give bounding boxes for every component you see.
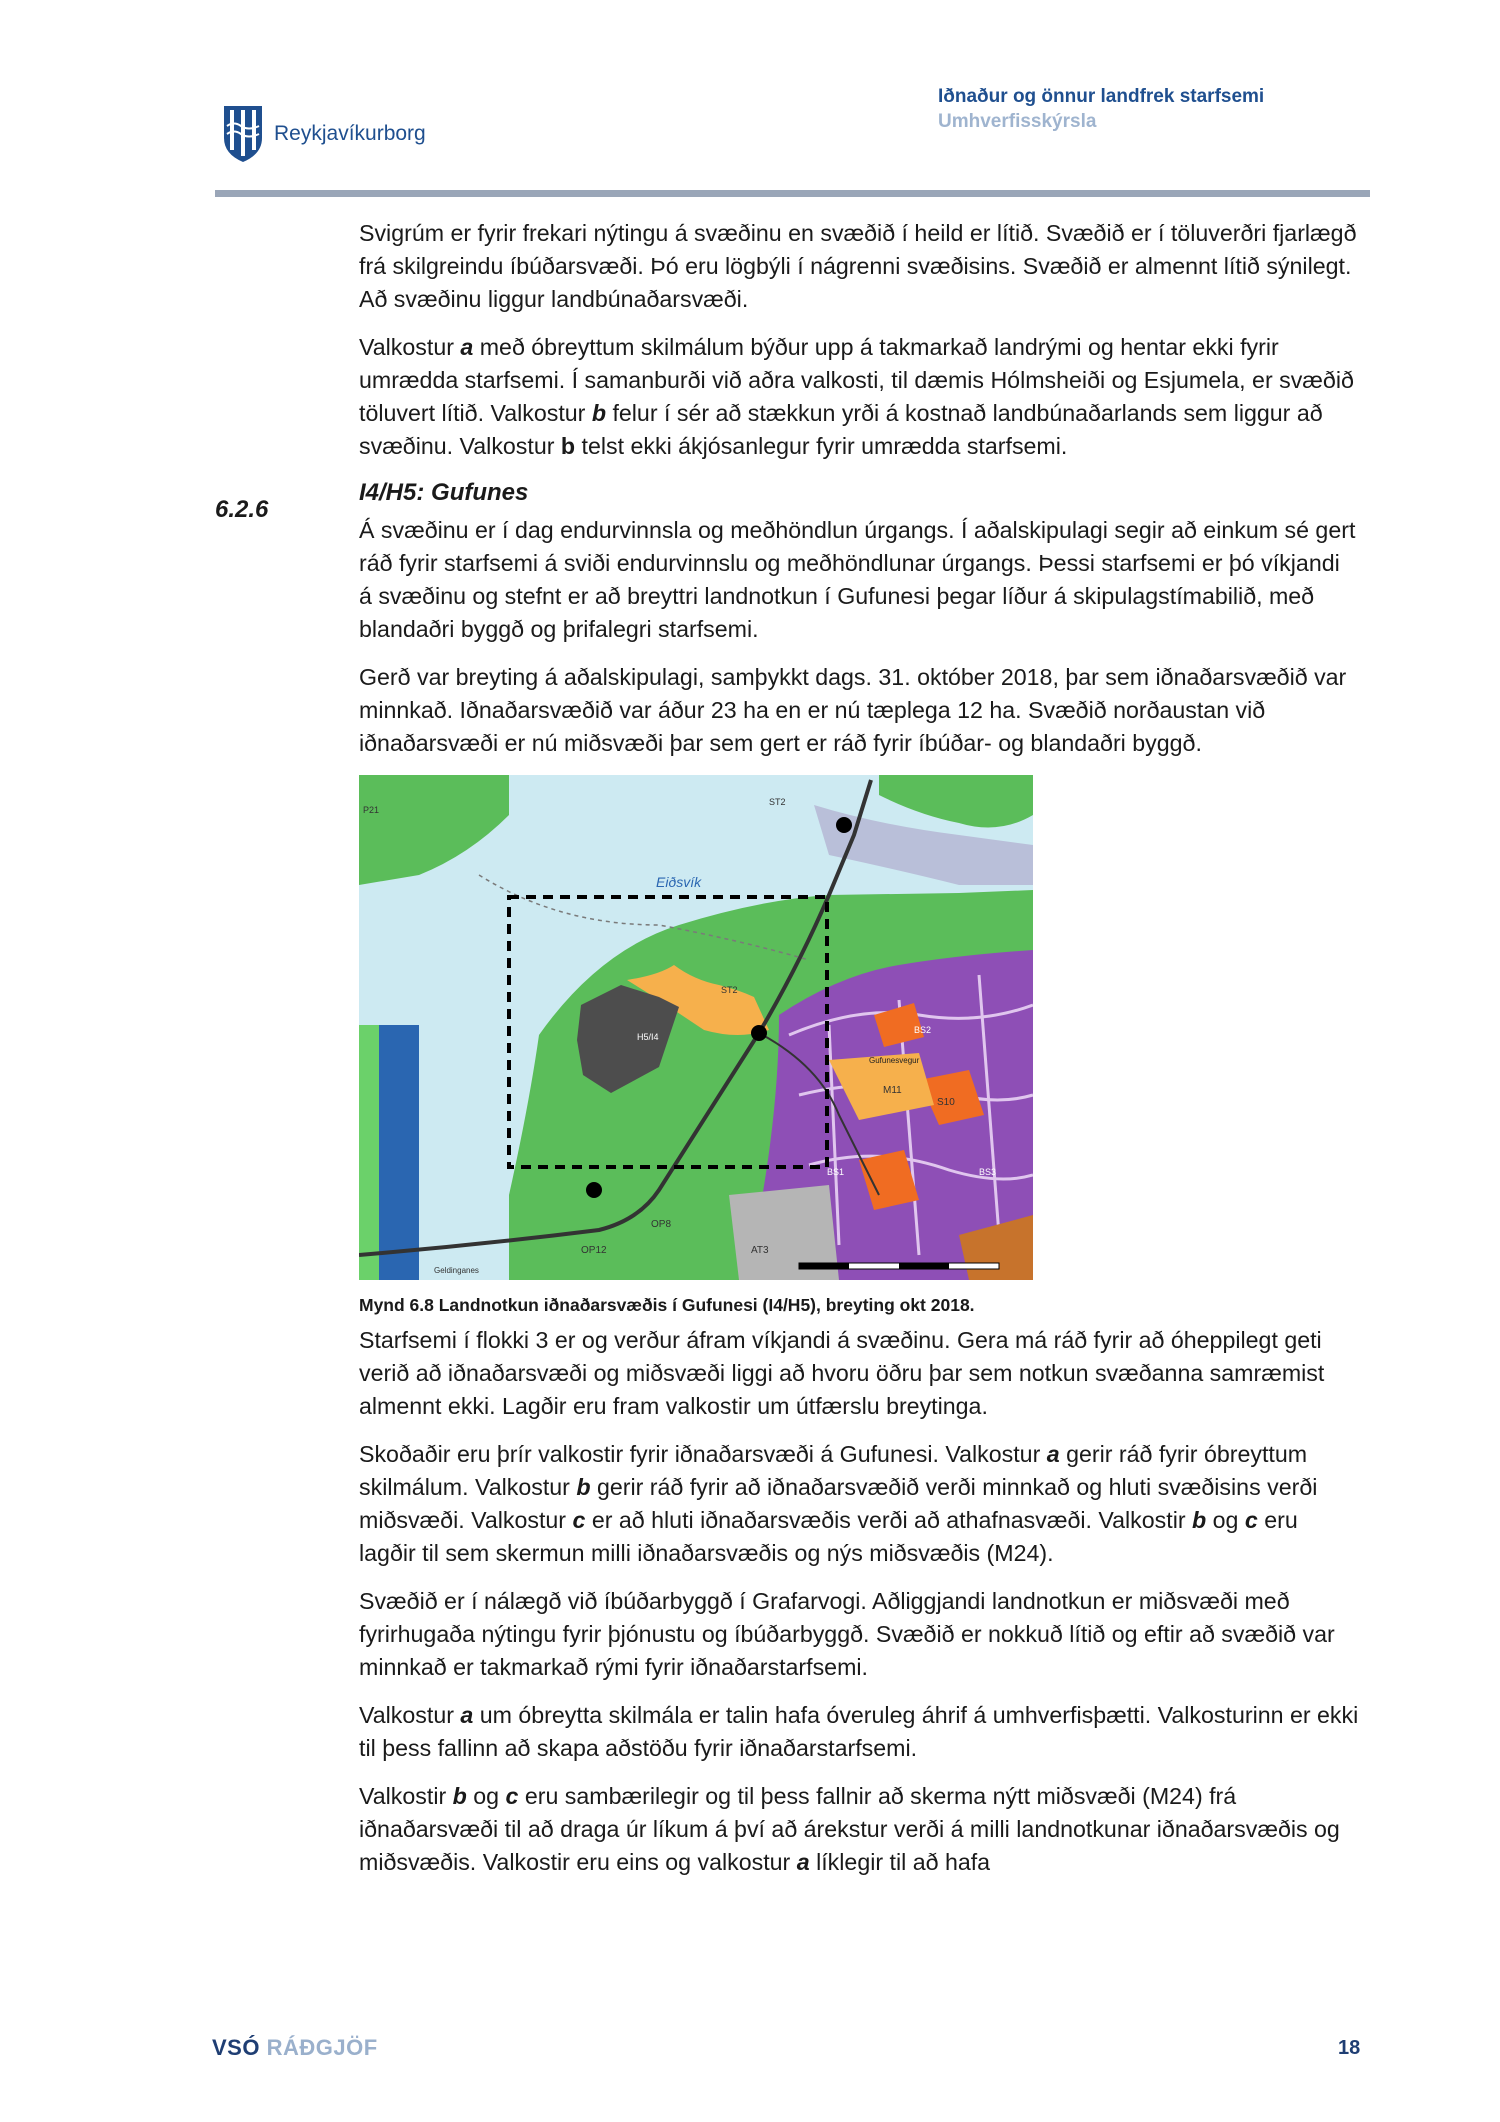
paragraph-1: Svigrúm er fyrir frekari nýtingu á svæðinu en svæðið í heild er lítið. Svæðið er í töluverðri fjarlægð frá skilgreindu íbúðarsvæði. Þó eru lögbýli í nágrenni svæðisins. Svæðið er almennt lítið sýnilegt. Að svæðinu liggur landbúnaðarsvæði. bbox=[359, 220, 1357, 312]
map-label-op8: OP8 bbox=[651, 1219, 672, 1230]
paragraph-5: Starfsemi í flokki 3 er og verður áfram víkjandi á svæðinu. Gera má ráð fyrir að óheppilegt geti verið að iðnaðarsvæði og miðsvæði liggi að hvoru öðru þar sem notkun svæðanna samræmist almennt ekki. Lagðir eru fram valkostir um útfærslu breytinga. bbox=[359, 1327, 1325, 1419]
map-node-1 bbox=[836, 817, 852, 833]
map-scale-bar bbox=[799, 1263, 999, 1269]
map-label-s10: S10 bbox=[937, 1097, 955, 1108]
map-label-bs1: BS1 bbox=[827, 1167, 845, 1177]
paragraph-9: Valkostir b og c eru sambærilegir og til þess fallnir að skerma nýtt miðsvæði (M24) frá iðnaðarsvæði til að draga úr líkum á því að árekstur verði á milli landnotkunar iðnaðarsvæðis og miðsvæðis. Valkostir eru eins og valkostur a líklegir til að hafa bbox=[359, 1783, 1340, 1875]
map-label-m11: M11 bbox=[883, 1085, 902, 1096]
map-green-strip bbox=[359, 1025, 379, 1280]
section-title: I4/H5: Gufunes bbox=[359, 479, 529, 506]
paragraph-8: Valkostur a um óbreytta skilmála er talin hafa óveruleg áhrif á umhverfisþætti. Valkosturinn er ekki til þess fallinn að skapa aðstöðu fyrir iðnaðarstarfsemi. bbox=[359, 1702, 1359, 1761]
map-label-geldinganes: Geldinganes bbox=[434, 1266, 479, 1275]
map-label-road: Gufunesvegur bbox=[869, 1056, 920, 1065]
paragraph-7: Svæðið er í nálægð við íbúðarbyggð í Grafarvogi. Aðliggjandi landnotkun er miðsvæði með fyrirhugaða nýtingu fyrir þjónustu og íbúðarbyggð. Svæðið er nokkuð lítið og eftir að svæðið var minnkað er takmarkað rými fyrir iðnaðarstarfsemi. bbox=[359, 1588, 1335, 1680]
document-header bbox=[938, 86, 1264, 133]
page-number: 18 bbox=[1338, 2037, 1361, 2059]
section-number: 6.2.6 bbox=[215, 496, 269, 523]
map-node-2 bbox=[751, 1025, 767, 1041]
map-label-bs3: BS3 bbox=[979, 1167, 997, 1177]
map-label-op12: OP12 bbox=[581, 1245, 607, 1256]
land-use-map bbox=[359, 775, 1033, 1280]
map-label-at3: AT3 bbox=[751, 1245, 769, 1256]
reykjavik-logo bbox=[222, 104, 426, 164]
footer-company-radgjof: RÁÐGJÖF bbox=[266, 2035, 378, 2060]
paragraph-6: Skoðaðir eru þrír valkostir fyrir iðnaðarsvæði á Gufunesi. Valkostur a gerir ráð fyrir óbreyttum skilmálum. Valkostur b gerir ráð fyrir að iðnaðarsvæðið verði minnkað og hluti svæðisins verði miðsvæði. Valkostur c er að hluti iðnaðarsvæðis verði að athafnasvæði. Valkostir b og c eru lagðir til sem skermun milli iðnaðarsvæðis og nýs miðsvæðis (M24). bbox=[359, 1441, 1318, 1566]
header-divider bbox=[215, 190, 1370, 197]
map-label-st2-top: ST2 bbox=[769, 797, 786, 807]
map-label-st2-mid: ST2 bbox=[721, 985, 738, 995]
paragraph-2: Valkostur a með óbreyttum skilmálum býður upp á takmarkað landrými og hentar ekki fyrir umrædda starfsemi. Í samanburði við aðra valkosti, til dæmis Hólmsheiði og Esjumela, er svæðið töluvert lítið. Valkostur b felur í sér að stækkun yrði á kostnað landbúnaðarlands sem liggur að svæðinu. Valkostur b telst ekki ákjósanlegur fyrir umrædda starfsemi. bbox=[359, 334, 1354, 459]
paragraph-4: Gerð var breyting á aðalskipulagi, samþykkt dags. 31. október 2018, þar sem iðnaðarsvæðið var minnkað. Iðnaðarsvæðið var áður 23 ha en er nú tæplega 12 ha. Svæðið norðaustan við iðnaðarsvæði er nú miðsvæði þar sem gert er ráð fyrir íbúðar- og blandaðri byggð. bbox=[359, 664, 1347, 756]
header-title: Iðnaður og önnur landfrek starfsemi bbox=[938, 86, 1265, 107]
map-label-p21: P21 bbox=[363, 805, 380, 815]
map-label-bs2: BS2 bbox=[914, 1025, 932, 1035]
footer-company bbox=[212, 2035, 378, 2061]
page-content bbox=[359, 217, 1359, 1894]
map-label-h5i4: H5/I4 bbox=[637, 1032, 659, 1042]
logo-text: Reykjavíkurborg bbox=[274, 122, 426, 145]
header-subtitle: Umhverfisskýrsla bbox=[938, 111, 1097, 132]
footer-company-vso: VSÓ bbox=[212, 2035, 260, 2060]
reykjavik-crest-icon bbox=[222, 104, 264, 164]
map-label-eidsvik: Eiðsvík bbox=[656, 874, 702, 890]
figure-caption: Mynd 6.8 Landnotkun iðnaðarsvæðis í Gufunesi (I4/H5), breyting okt 2018. bbox=[359, 1295, 975, 1315]
paragraph-3: Á svæðinu er í dag endurvinnsla og meðhöndlun úrgangs. Í aðalskipulagi segir að einkum sé gert ráð fyrir starfsemi á sviði endurvinnslu og meðhöndlunar úrgangs. Þessi starfsemi er þó víkjandi á svæðinu og stefnt er að breyttri landnotkun í Gufunesi þegar líður á skipulagstímabilið, með blandaðri byggð og þrifalegri starfsemi. bbox=[359, 517, 1356, 642]
map-node-3 bbox=[586, 1182, 602, 1198]
